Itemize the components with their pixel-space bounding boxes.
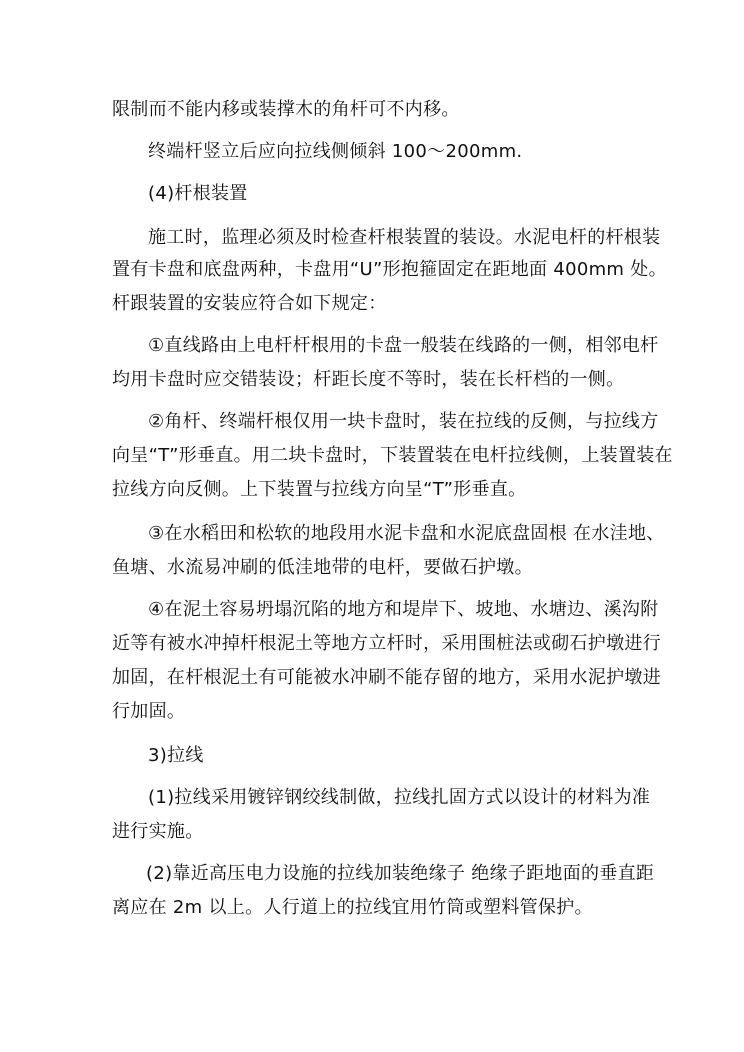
text-line: ③在水稻田和松软的地段用水泥卡盘和水泥底盘固根 在水洼地、 — [148, 523, 665, 544]
section-heading: 3)拉线 — [148, 745, 204, 766]
text-line: ②角杆、终端杆根仅用一块卡盘时，装在拉线的反侧，与拉线方 — [148, 411, 659, 432]
text-line: 终端杆竖立后应向拉线侧倾斜 100～200mm. — [148, 141, 523, 162]
text-line: 均用卡盘时应交错装设；杆距长度不等时，装在长杆档的一侧。 — [112, 369, 625, 390]
text-line: 限制而不能内移或装撑木的角杆可不内移。 — [112, 99, 460, 120]
text-line: 进行实施。 — [112, 821, 204, 842]
text-line: 施工时，监理必须及时检查杆根装置的装设。水泥电杆的杆根装 — [148, 227, 661, 248]
text-line: 置有卡盘和底盘两种，卡盘用“U”形抱箍固定在距地面 400mm 处。 — [112, 259, 667, 280]
text-line: 杆跟装置的安装应符合如下规定： — [112, 293, 387, 314]
text-line: 鱼塘、水流易冲刷的低洼地带的电杆，要做石护墩。 — [112, 557, 533, 578]
text-line: 近等有被水冲掉杆根泥土等地方立杆时，采用围桩法或砌石护墩进行 — [112, 633, 661, 654]
text-line: (2)靠近高压电力设施的拉线加装绝缘子 绝缘子距地面的垂直距 — [146, 863, 655, 884]
text-line: 离应在 2m 以上。人行道上的拉线宜用竹筒或塑料管保护。 — [112, 897, 593, 918]
text-line: 拉线方向反侧。上下装置与拉线方向呈“T”形垂直。 — [112, 479, 527, 500]
text-line: 行加固。 — [112, 701, 186, 722]
text-line: ①直线路由上电杆杆根用的卡盘一般装在线路的一侧，相邻电杆 — [148, 335, 659, 356]
section-heading: (4)杆根装置 — [148, 183, 248, 204]
text-line: 加固，在杆根泥土有可能被水冲刷不能存留的地方，采用水泥护墩进 — [112, 667, 661, 688]
text-line: (1)拉线采用镀锌钢绞线制做，拉线扎固方式以设计的材料为准 — [148, 787, 651, 808]
text-line: ④在泥土容易坍塌沉陷的地方和堤岸下、坡地、水塘边、溪沟附 — [148, 599, 659, 620]
text-line: 向呈“T”形垂直。用二块卡盘时，下装置装在电杆拉线侧，上装置装在 — [112, 445, 673, 466]
